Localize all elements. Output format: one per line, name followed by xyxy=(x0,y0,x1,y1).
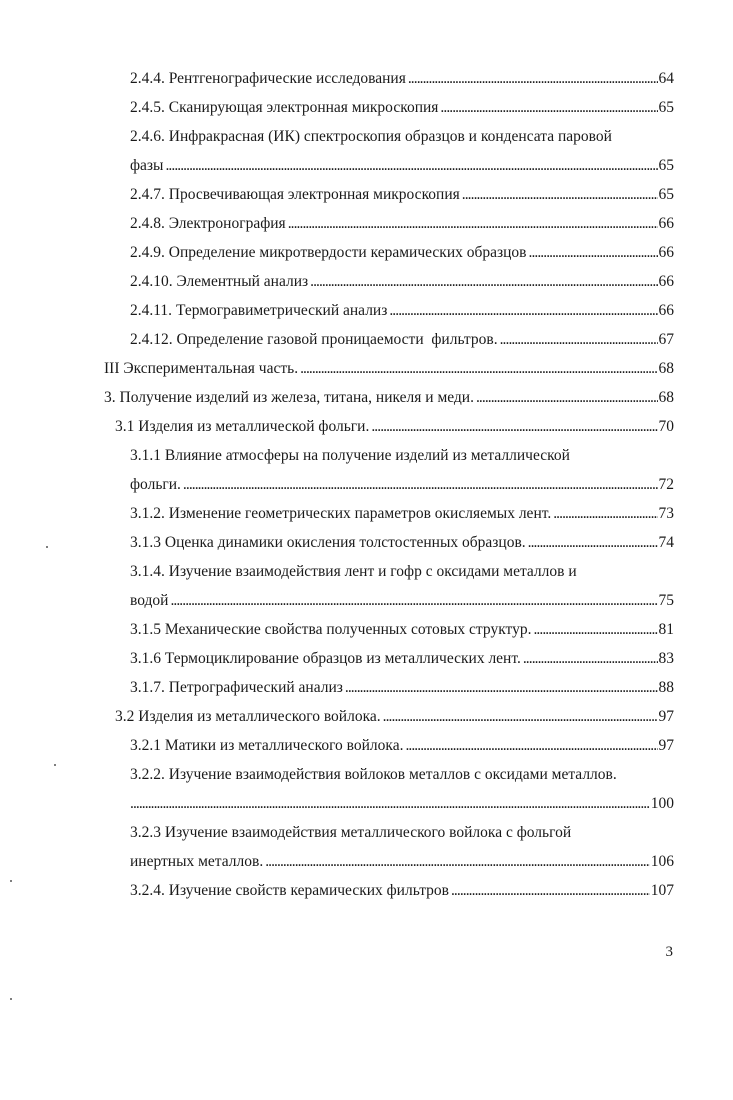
dot-leader xyxy=(528,528,658,557)
dot-leader xyxy=(389,296,657,325)
toc-entry-page: 72 xyxy=(658,476,674,493)
toc-entry-title: Изучение взаимодействия лент и гофр с оксидами металлов и xyxy=(168,563,577,580)
dot-leader xyxy=(462,180,658,209)
toc-entry xyxy=(130,441,674,499)
toc-entry xyxy=(130,818,674,876)
page-number: 3 xyxy=(665,944,673,960)
toc-entry-title: Сканирующая электронная микроскопия xyxy=(168,99,439,116)
toc-entry-number: 3.2.2. xyxy=(130,766,165,783)
toc-entry-title: Изучение свойств керамических фильтров xyxy=(168,882,449,899)
dot-leader xyxy=(440,93,657,122)
toc-entry-page: 68 xyxy=(658,389,674,406)
toc-entry-number: 3.1.5 xyxy=(130,621,161,638)
toc-entry-number: 2.4.10. xyxy=(130,273,173,290)
toc-entry-title: Механические свойства полученных сотовых структур. xyxy=(164,621,532,638)
dot-leader xyxy=(451,876,650,905)
toc-entry-section xyxy=(115,412,674,441)
toc-entry-number: 3.2 xyxy=(115,708,135,725)
toc-entry xyxy=(130,528,674,557)
toc-entry-number: 3.1.7. xyxy=(130,679,165,696)
toc-entry-title-continuation: инертных металлов. xyxy=(130,853,264,870)
dot-leader xyxy=(345,673,658,702)
toc-entry-page: 107 xyxy=(650,882,674,899)
toc-entry-number: 3.1.6 xyxy=(130,650,161,667)
dot-leader xyxy=(130,789,650,818)
toc-entry-number: 2.4.6. xyxy=(130,128,165,145)
scan-speck xyxy=(10,880,12,882)
toc-entry-title: Изделия из металлического войлока. xyxy=(138,708,381,725)
toc-entry-number: 3.1.1 xyxy=(130,447,161,464)
toc-entry-page: 65 xyxy=(658,99,674,116)
toc-entry xyxy=(130,267,674,296)
toc-entry-title-continuation: водой xyxy=(130,592,169,609)
toc-entry-page: 88 xyxy=(658,679,674,696)
toc-entry-page: 74 xyxy=(658,534,674,551)
toc-entry-title: Оценка динамики окисления толстостенных образцов. xyxy=(164,534,526,551)
toc-entry-title: Изучение взаимодействия войлоков металлов с оксидами металлов. xyxy=(168,766,617,783)
toc-entry xyxy=(130,93,674,122)
toc-entry-chapter xyxy=(104,383,674,412)
scan-speck xyxy=(54,764,56,766)
toc-entry-title: Влияние атмосферы на получение изделий из металлической xyxy=(164,447,570,464)
toc-entry-title: Изделия из металлической фольги. xyxy=(138,418,370,435)
toc-entry xyxy=(130,499,674,528)
toc-entry-title: Матики из металлического войлока. xyxy=(164,737,404,754)
toc-entry xyxy=(130,238,674,267)
dot-leader xyxy=(165,151,657,180)
dot-leader xyxy=(265,847,650,876)
toc-entry-title: Определение газовой проницаемости фильтров. xyxy=(176,331,498,348)
toc-entry xyxy=(130,673,674,702)
dot-leader xyxy=(300,354,657,383)
toc-entry xyxy=(130,876,674,905)
toc-entry-title: Рентгенографические исследования xyxy=(168,70,406,87)
toc-entry-page: 66 xyxy=(658,244,674,261)
dot-leader xyxy=(523,644,658,673)
dot-leader xyxy=(500,325,658,354)
toc-entry-title: Термоциклирование образцов из металлических лент. xyxy=(164,650,521,667)
toc-entry xyxy=(130,760,674,818)
toc-entry-number: 2.4.11. xyxy=(130,302,173,319)
toc-entry-page: 66 xyxy=(658,215,674,232)
toc-entry xyxy=(130,64,674,93)
toc-entry xyxy=(130,644,674,673)
toc-entry-chapter xyxy=(104,354,674,383)
toc-entry-page: 100 xyxy=(650,795,674,812)
toc-entry xyxy=(130,615,674,644)
dot-leader xyxy=(529,238,658,267)
toc-entry-title: Изменение геометрических параметров окисляемых лент. xyxy=(168,505,552,522)
toc-entry xyxy=(130,209,674,238)
toc-entry-number: 2.4.12. xyxy=(130,331,173,348)
toc-entry-number: 3. xyxy=(104,389,116,406)
toc-entry-number: III xyxy=(104,360,120,377)
toc-entry-number: 3.2.3 xyxy=(130,824,161,841)
toc-entry-title: Получение изделий из железа, титана, никеля и меди. xyxy=(119,389,474,406)
dot-leader xyxy=(288,209,658,238)
toc-entry-page: 81 xyxy=(658,621,674,638)
dot-leader xyxy=(371,412,657,441)
toc-entry-title: Определение микротвердости керамических образцов xyxy=(168,244,527,261)
toc-entry xyxy=(130,325,674,354)
toc-entry-page: 65 xyxy=(658,157,674,174)
toc-entry-title: Петрографический анализ xyxy=(168,679,343,696)
toc-entry-title: Просвечивающая электронная микроскопия xyxy=(168,186,460,203)
toc-entry-title-continuation: фазы xyxy=(130,157,164,174)
toc-entry-title: Элементный анализ xyxy=(176,273,309,290)
dot-leader xyxy=(405,731,657,760)
dot-leader xyxy=(310,267,657,296)
dot-leader xyxy=(476,383,658,412)
toc-entry-number: 2.4.8. xyxy=(130,215,165,232)
toc-entry-number: 3.1.4. xyxy=(130,563,165,580)
toc-entry xyxy=(130,180,674,209)
dot-leader xyxy=(383,702,658,731)
toc-entry-number: 2.4.4. xyxy=(130,70,165,87)
toc-entry-section xyxy=(115,702,674,731)
scan-speck xyxy=(10,998,12,1000)
toc-entry xyxy=(130,122,674,180)
dot-leader xyxy=(553,499,657,528)
toc-entry-page: 106 xyxy=(650,853,674,870)
toc-entry-page: 67 xyxy=(658,331,674,348)
toc-entry-page: 65 xyxy=(658,186,674,203)
toc-entry xyxy=(130,296,674,325)
scan-speck xyxy=(46,546,48,548)
toc-entry-number: 3.1 xyxy=(115,418,135,435)
toc-entry-page: 97 xyxy=(658,737,674,754)
toc-entry-page: 70 xyxy=(658,418,674,435)
toc-entry-title: Изучение взаимодействия металлического войлока с фольгой xyxy=(164,824,572,841)
toc-entry-title-continuation: фольги. xyxy=(130,476,181,493)
toc-entry-number: 2.4.5. xyxy=(130,99,165,116)
toc-entry-number: 3.2.4. xyxy=(130,882,165,899)
toc-entry-page: 68 xyxy=(658,360,674,377)
toc-entry-title: Экспериментальная часть. xyxy=(123,360,299,377)
toc-entry-title: Электронография xyxy=(168,215,286,232)
toc-entry-page: 83 xyxy=(658,650,674,667)
dot-leader xyxy=(170,586,657,615)
toc-entry-number: 2.4.9. xyxy=(130,244,165,261)
toc-entry xyxy=(130,557,674,615)
toc-entry-number: 3.2.1 xyxy=(130,737,161,754)
dot-leader xyxy=(183,470,658,499)
toc-entry-page: 64 xyxy=(658,70,674,87)
toc-entry-page: 66 xyxy=(658,302,674,319)
toc-entry-title: Термогравиметрический анализ xyxy=(175,302,388,319)
toc-entry-page: 75 xyxy=(658,592,674,609)
toc-entry-number: 3.1.2. xyxy=(130,505,165,522)
dot-leader xyxy=(533,615,657,644)
toc-entry-number: 3.1.3 xyxy=(130,534,161,551)
toc-entry-page: 97 xyxy=(658,708,674,725)
toc-entry xyxy=(130,731,674,760)
dot-leader xyxy=(408,64,658,93)
toc-entry-title: Инфракрасная (ИК) спектроскопия образцов и конденсата паровой xyxy=(168,128,612,145)
toc-entry-page: 73 xyxy=(658,505,674,522)
toc-entry-number: 2.4.7. xyxy=(130,186,165,203)
toc-entry-page: 66 xyxy=(658,273,674,290)
